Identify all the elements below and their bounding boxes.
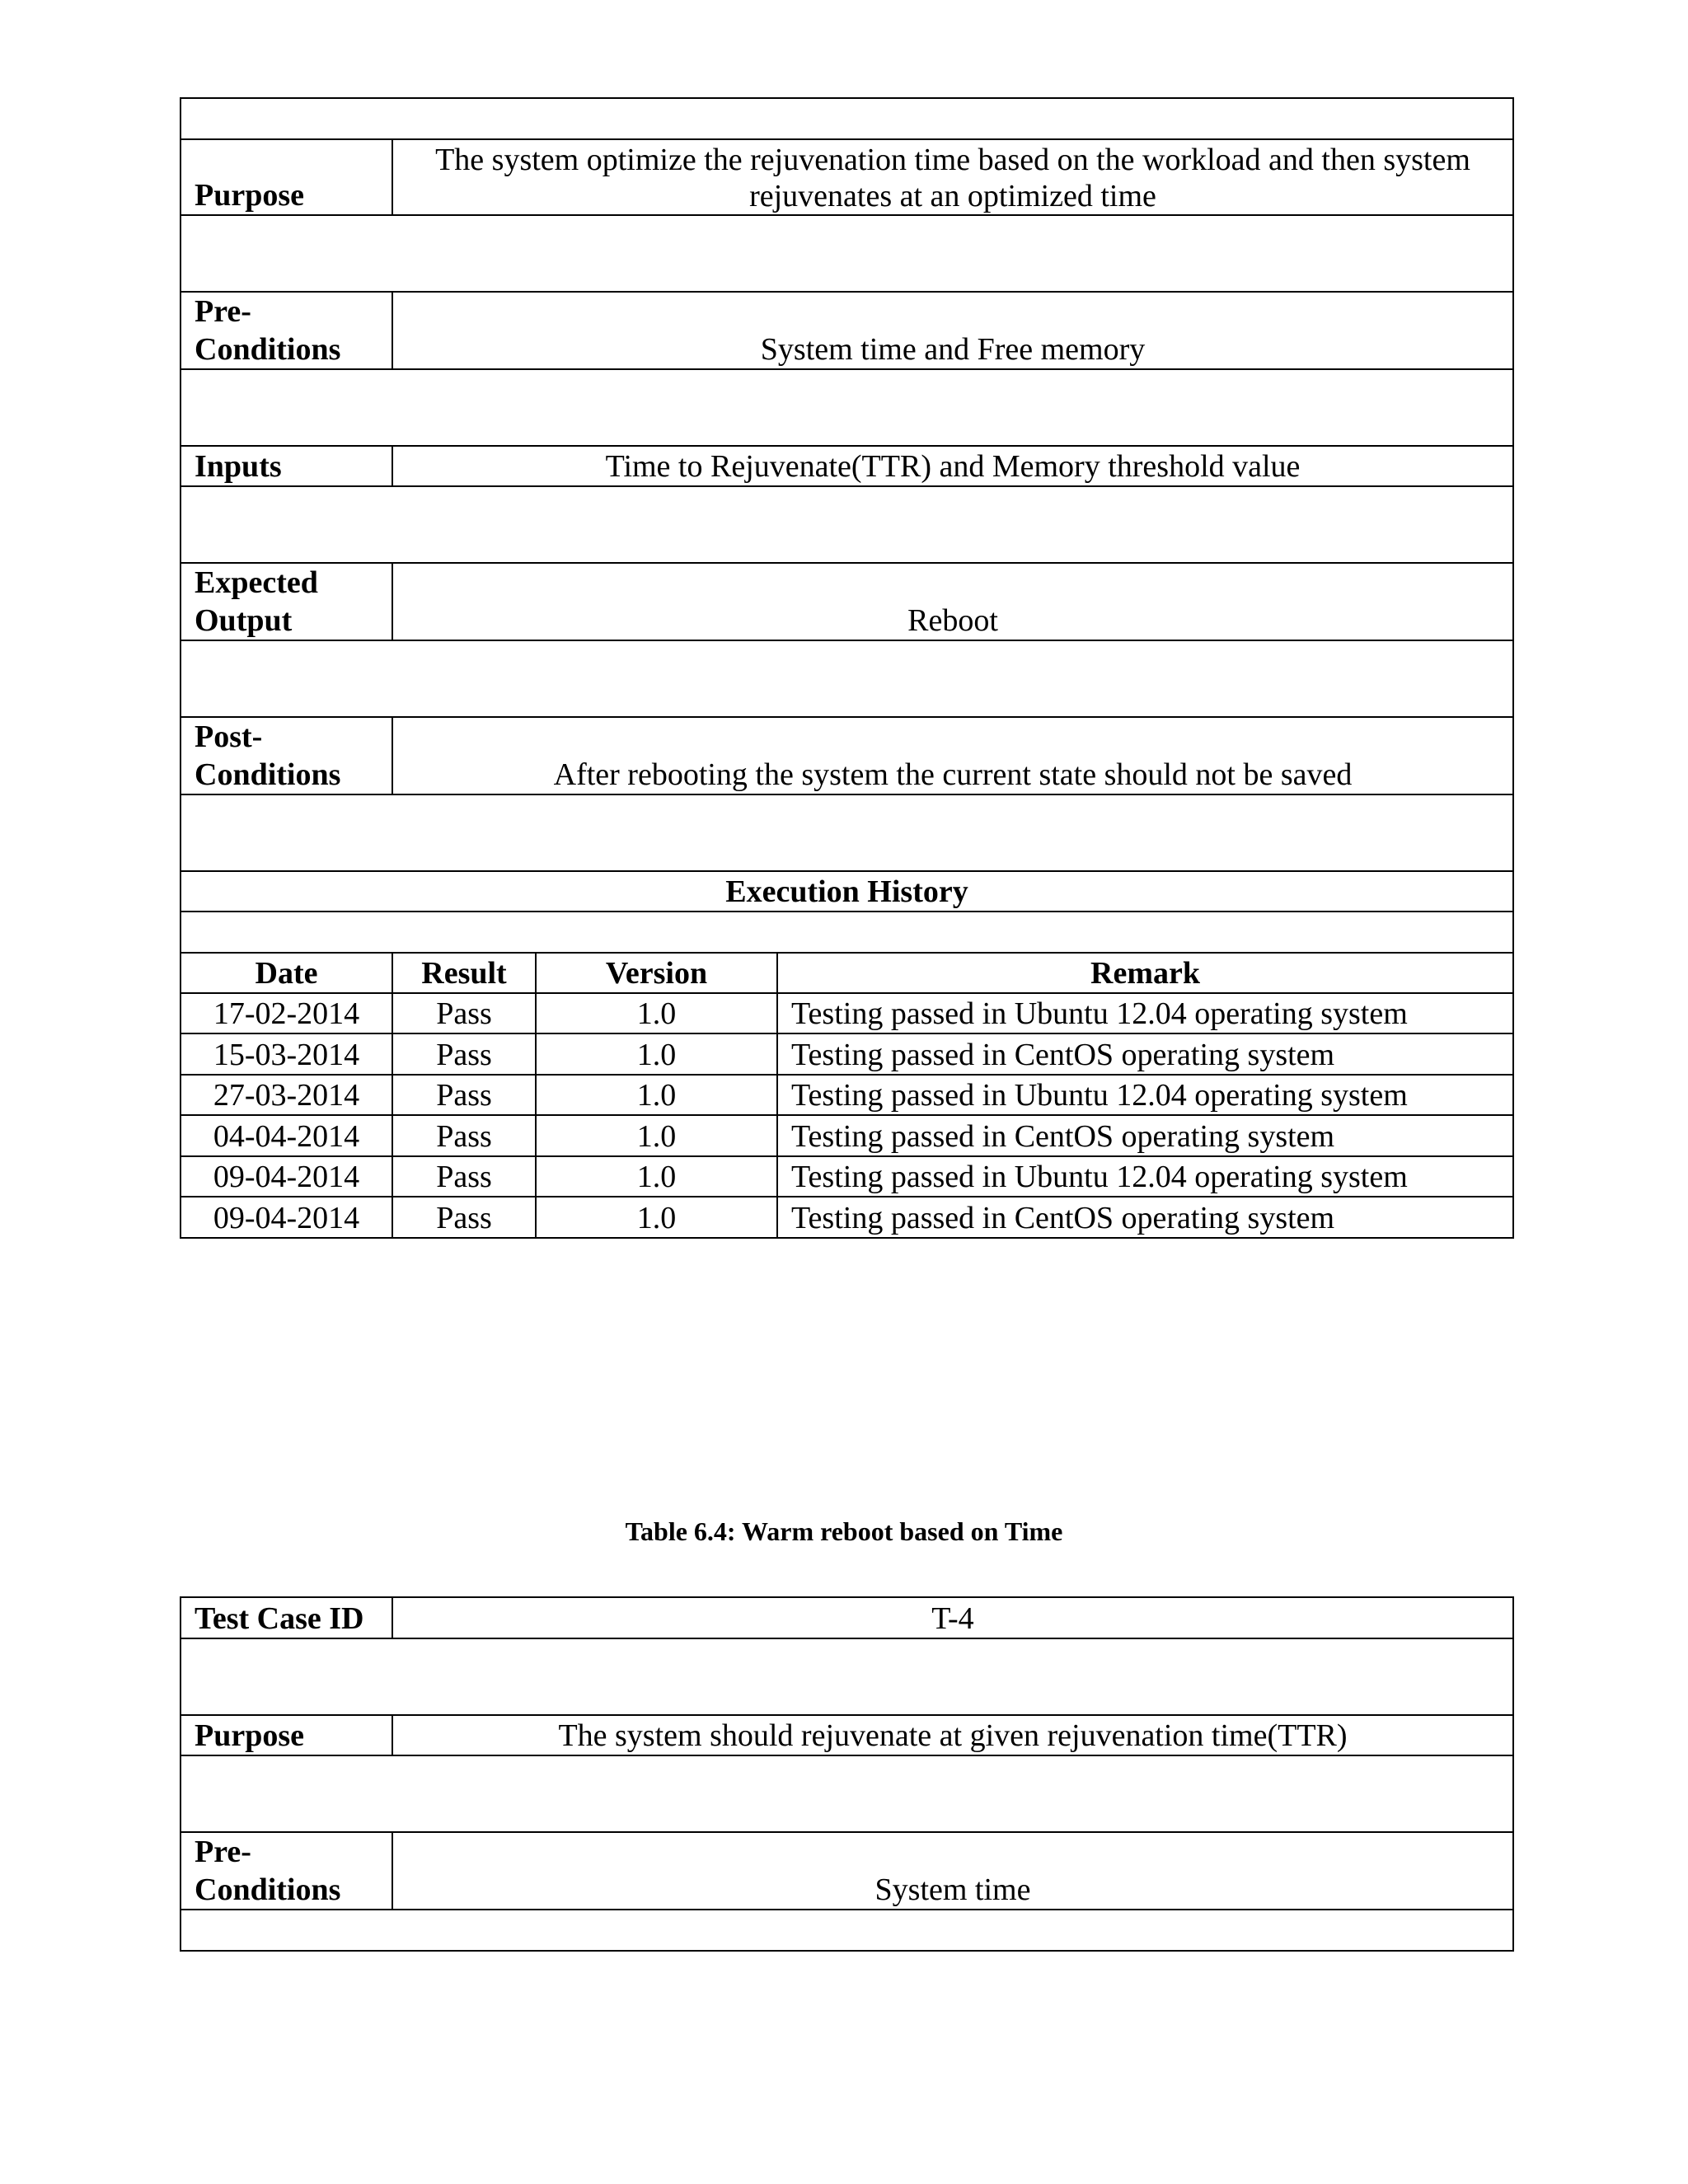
cell-result: Pass [392,1156,536,1197]
cell-date: 15-03-2014 [181,1033,392,1075]
cell-version: 1.0 [536,1156,777,1197]
cell-version: 1.0 [536,1075,777,1115]
inputs-row [181,446,1513,486]
test-case-id-row [181,1597,1513,1638]
cell-remark: Testing passed in CentOS operating system [777,1033,1513,1075]
purpose-value-line2: rejuvenates at an optimized time [749,179,1156,213]
cell-result: Pass [392,1197,536,1238]
cell-version: 1.0 [536,1197,777,1238]
table-row [181,1156,1513,1197]
cell-remark: Testing passed in CentOS operating system [777,1115,1513,1156]
spacer-row [181,1910,1513,1951]
cell-date: 09-04-2014 [181,1197,392,1238]
test-case-table-top [180,97,1514,1239]
purpose-value [392,139,1513,215]
execution-history-title: Execution History [181,871,1513,912]
table-row [181,1197,1513,1238]
cell-version: 1.0 [536,993,777,1033]
precondition-label [181,1832,392,1910]
inputs-label: Inputs [181,446,392,486]
cell-result: Pass [392,993,536,1033]
postcondition-label-line1: Post- [195,719,263,754]
expected-output-row [181,563,1513,640]
test-case-id-label: Test Case ID [181,1597,392,1638]
expected-output-value: Reboot [392,563,1513,640]
column-header-date: Date [181,953,392,993]
cell-date: 09-04-2014 [181,1156,392,1197]
spacer-row [181,794,1513,871]
precondition-label-line1: Pre- [195,1835,251,1869]
spacer-row [181,215,1513,292]
column-header-remark: Remark [777,953,1513,993]
purpose-label: Purpose [181,1715,392,1755]
table-row [181,1115,1513,1156]
purpose-value: The system should rejuvenate at given rejuvenation time(TTR) [392,1715,1513,1755]
precondition-label-line1: Pre- [195,294,251,329]
precondition-value: System time and Free memory [392,292,1513,369]
postcondition-row [181,717,1513,794]
spacer-row [181,369,1513,446]
cell-result: Pass [392,1115,536,1156]
cell-remark: Testing passed in Ubuntu 12.04 operating system [777,993,1513,1033]
precondition-label-line2: Conditions [195,332,341,367]
cell-result: Pass [392,1075,536,1115]
postcondition-label-line2: Conditions [195,757,341,792]
precondition-value: System time [392,1832,1513,1910]
table-caption: Table 6.4: Warm reboot based on Time [625,1516,1063,1546]
test-case-table-t4 [180,1596,1514,1952]
column-header-version: Version [536,953,777,993]
spacer-row [181,640,1513,717]
history-header-row [181,953,1513,993]
cell-remark: Testing passed in CentOS operating system [777,1197,1513,1238]
inputs-value: Time to Rejuvenate(TTR) and Memory threshold value [392,446,1513,486]
purpose-row [181,1715,1513,1755]
spacer-row [181,98,1513,139]
purpose-value-line1: The system optimize the rejuvenation time based on the workload and then system [435,143,1470,177]
spacer-row [181,486,1513,563]
purpose-label: Purpose [181,139,392,215]
spacer-row [181,1638,1513,1715]
cell-date: 27-03-2014 [181,1075,392,1115]
table-row [181,993,1513,1033]
postcondition-value: After rebooting the system the current state should not be saved [392,717,1513,794]
cell-remark: Testing passed in Ubuntu 12.04 operating system [777,1075,1513,1115]
execution-history-title-row [181,871,1513,912]
precondition-label [181,292,392,369]
spacer-row [181,912,1513,953]
precondition-row [181,1832,1513,1910]
cell-date: 17-02-2014 [181,993,392,1033]
cell-date: 04-04-2014 [181,1115,392,1156]
expected-output-label-line2: Output [195,603,293,638]
cell-remark: Testing passed in Ubuntu 12.04 operating system [777,1156,1513,1197]
precondition-row [181,292,1513,369]
cell-result: Pass [392,1033,536,1075]
cell-version: 1.0 [536,1033,777,1075]
spacer-row [181,1755,1513,1832]
table-row [181,1075,1513,1115]
column-header-result: Result [392,953,536,993]
expected-output-label [181,563,392,640]
purpose-row [181,139,1513,215]
table-row [181,1033,1513,1075]
postcondition-label [181,717,392,794]
precondition-label-line2: Conditions [195,1872,341,1907]
cell-version: 1.0 [536,1115,777,1156]
expected-output-label-line1: Expected [195,565,318,600]
test-case-id-value: T-4 [392,1597,1513,1638]
